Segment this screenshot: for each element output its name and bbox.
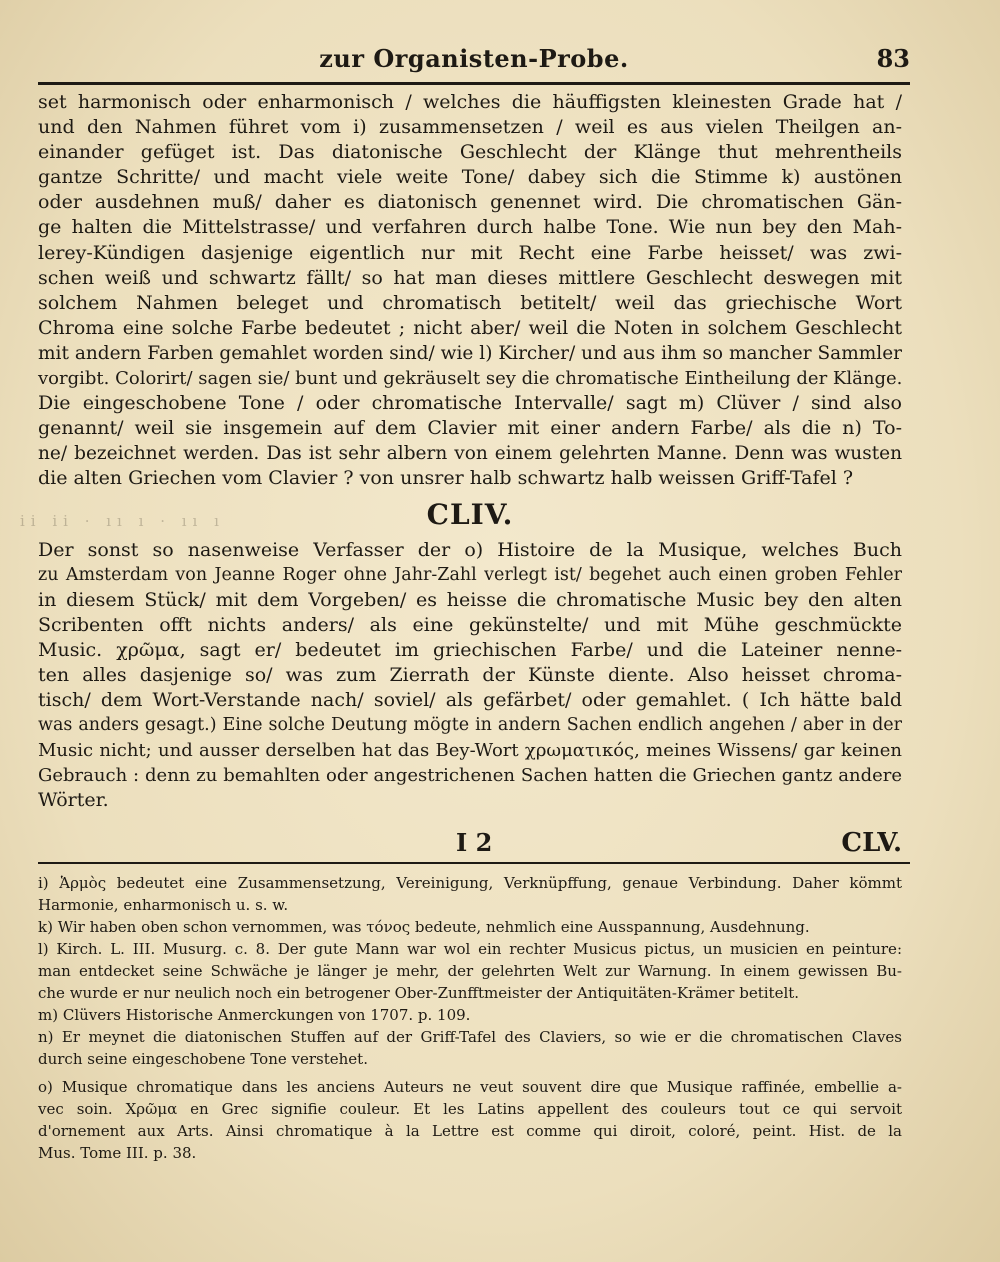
section-text-line: Wörter.	[38, 789, 109, 812]
text-line: ge halten die Mittelstrasse/ und verfahren durch halbe Tone. Wie nun bey den Mah-	[38, 216, 902, 239]
footnote-line: man entdecket seine Schwäche je länger je mehr, der gelehrten Welt zur Warnung. In einem gewissen Bu-	[38, 962, 902, 980]
footnotes	[38, 872, 902, 1164]
section-text-line: was anders gesagt.) Eine solche Deutung mögte in andern Sachen endlich angehen / aber in der	[38, 715, 902, 736]
section-text-line: Der sonst so nasenweise Verfasser der o) Histoire de la Musique, welches Buch	[38, 538, 902, 561]
footnote-line: d'ornement aux Arts. Ainsi chromatique à la Lettre est comme qui diroit, coloré, peint. Hist. de la	[38, 1122, 902, 1140]
footnote-line: m) Clüvers Historische Anmerckungen von 1707. p. 109.	[38, 1006, 471, 1024]
text-line: genannt/ weil sie insgemein auf dem Clavier mit einer andern Farbe/ als die n) To-	[38, 417, 902, 440]
signature-row	[38, 828, 902, 862]
section-text-line: Music nicht; und ausser derselben hat das Bey-Wort χρωματικός, meines Wissens/ gar keinen	[38, 740, 902, 762]
section-text-line: Gebrauch : denn zu bemahlten oder angestrichenen Sachen hatten die Griechen gantz andere	[38, 765, 902, 787]
text-line: und den Nahmen führet vom i) zusammensetzen / weil es aus vielen Theilgen an-	[38, 116, 902, 139]
section-text-line: zu Amsterdam von Jeanne Roger ohne Jahr-Zahl verlegt ist/ begehet auch einen groben Fehler	[38, 564, 902, 585]
text-line: die alten Griechen vom Clavier ? von unsrer halb schwartz halb weissen Griff-Tafel ?	[38, 467, 854, 490]
text-line: vorgibt. Colorirt/ sagen sie/ bunt und gekräuselt sey die chromatische Eintheilung der Klänge.	[38, 368, 903, 390]
section-text-line: Music. χρῶμα, sagt er/ bedeutet im griechischen Farbe/ und die Lateiner nenne-	[38, 638, 902, 661]
running-head: zur Organisten-Probe.	[319, 44, 629, 73]
footnote-line: durch seine eingeschobene Tone verstehet.	[38, 1050, 368, 1068]
footnote-line: l) Kirch. L. III. Musurg. c. 8. Der gute Mann war wol ein rechter Musicus pictus, un musicien en peinture:	[38, 940, 902, 958]
footnote-line: vec soin. Χρῶμα en Grec signifie couleur. Et les Latins appellent des couleurs tout ce qui servoit	[38, 1100, 902, 1118]
footnote-line: k) Wir haben oben schon vernommen, was τόνος bedeute, nehmlich eine Ausspannung, Ausdehnung.	[38, 918, 810, 936]
printer-signature: I 2	[456, 828, 493, 857]
section-text-line: tisch/ dem Wort-Verstande nach/ soviel/ als gefärbet/ oder gemahlet. ( Ich hätte bald	[38, 689, 902, 712]
text-line: set harmonisch oder enharmonisch / welches die häuffigsten kleinesten Grade hat /	[38, 91, 902, 113]
footnote-line: o) Musique chromatique dans les anciens Auteurs ne veut souvent dire que Musique raffinée, embellie a-	[38, 1078, 902, 1096]
text-line: Die eingeschobene Tone / oder chromatische Intervalle/ sagt m) Clüver / sind also	[38, 392, 902, 415]
footnote-line: Harmonie, enharmonisch u. s. w.	[38, 896, 289, 914]
footnote-line: i) Ἁρμὸς bedeutet eine Zusammensetzung, Vereinigung, Verknüpffung, genaue Verbindung. Daher kömmt	[38, 874, 902, 892]
text-line: ne/ bezeichnet werden. Das ist sehr albern von einem gelehrten Manne. Denn was wusten	[38, 443, 902, 465]
header-rule	[38, 82, 910, 85]
show-through-text: ii ii · ıı ı · ıı ı	[20, 512, 225, 530]
text-line: gantze Schritte/ und macht viele weite Tone/ dabey sich die Stimme k) austönen	[38, 166, 902, 189]
page-number: 83	[876, 44, 910, 73]
text-line: mit andern Farben gemahlet worden sind/ wie l) Kircher/ und aus ihm so mancher Sammler	[38, 342, 902, 364]
section-text-line: Scribenten offt nichts anders/ als eine gekünstelte/ und mit Mühe geschmückte	[38, 613, 902, 636]
footnote-line: che wurde er nur neulich noch ein betrogener Ober-Zunfftmeister der Antiquitäten-Krämer betitelt.	[38, 984, 800, 1002]
main-text	[38, 90, 902, 814]
section-text-line: ten alles dasjenige so/ was zum Zierrath der Künste diente. Also heisset chroma-	[38, 663, 902, 686]
footnote-line: Mus. Tome III. p. 38.	[38, 1144, 197, 1162]
catchword: CLV.	[841, 828, 902, 858]
section-text-line: in diesem Stück/ mit dem Vorgeben/ es heisse die chromatische Music bey den alten	[38, 588, 902, 611]
text-line: lerey-Kündigen dasjenige eigentlich nur mit Recht eine Farbe heisset/ was zwi-	[38, 241, 902, 264]
page-header	[38, 40, 910, 76]
section-heading: CLIV.	[426, 497, 514, 531]
text-line: schen weiß und schwartz fällt/ so hat man dieses mittlere Geschlecht deswegen mit	[38, 266, 902, 289]
text-line: oder ausdehnen muß/ daher es diatonisch genennet wird. Die chromatischen Gän-	[38, 191, 902, 214]
text-line: Chroma eine solche Farbe bedeutet ; nicht aber/ weil die Noten in solchem Geschlecht	[38, 316, 902, 339]
text-line: einander gefüget ist. Das diatonische Geschlecht der Klänge thut mehrentheils	[38, 141, 902, 164]
text-line: solchem Nahmen beleget und chromatisch betitelt/ weil das griechische Wort	[38, 291, 902, 314]
footnote-line: n) Er meynet die diatonischen Stuffen auf der Griff-Tafel des Claviers, so wie er die chromatischen Claves	[38, 1028, 902, 1046]
footnote-rule	[38, 862, 910, 864]
